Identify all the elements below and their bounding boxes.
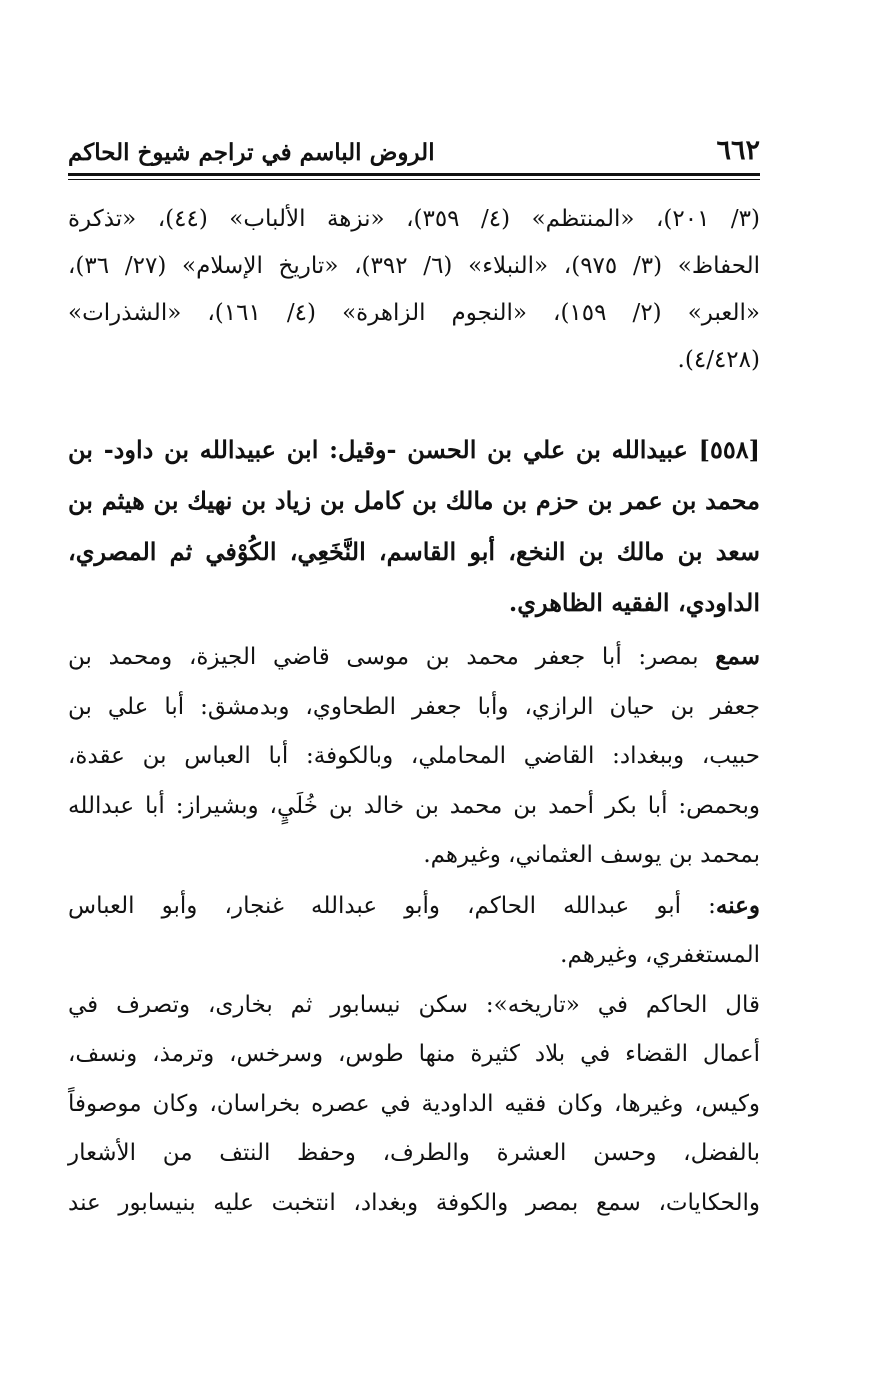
body-line: والحكايات، سمع بمصر والكوفة وبغداد، انتخبت عليه بنيسابور عند — [68, 1189, 760, 1216]
body-line: أعمال القضاء في بلاد كثيرة منها طوس، وسرخس، وترمذ، ونسف، — [68, 1041, 760, 1067]
body-line: بمحمد بن يوسف العثماني، وغيرهم. — [423, 842, 760, 868]
entry-heading-line: محمد بن عمر بن حزم بن مالك بن كامل بن زياد بن نهيك بن هيثم بن — [68, 486, 760, 515]
body-line: حبيب، وببغداد: القاضي المحاملي، وبالكوفة: أبا العباس بن عقدة، — [68, 743, 760, 769]
body-line: بالفضل، وحسن العشرة والطرف، وحفظ النتف من الأشعار — [68, 1140, 760, 1166]
running-title: الروض الباسم في تراجم شيوخ الحاكم — [68, 139, 435, 166]
body-line: وكيس، وغيرها، وكان فقيه الداودية في عصره بخراسان، وكان موصوفاً — [68, 1090, 760, 1117]
paragraph-lead-word: سمع — [715, 643, 760, 670]
body-line: سمع بمصر: أبا جعفر محمد بن موسى قاضي الجيزة، ومحمد بن — [68, 643, 760, 670]
entry-heading — [68, 424, 760, 628]
header-rule-thick — [68, 173, 760, 176]
body-line: وعنه: أبو عبدالله الحاكم، وأبو عبدالله غنجار، وأبو العباس — [68, 891, 760, 919]
reference-line: «العبر» (٢/ ١٥٩)، «النجوم الزاهرة» (٤/ ١٦١)، «الشذرات» — [68, 300, 760, 326]
paragraph-lead-word: وعنه — [715, 891, 760, 919]
entry-heading-line: [٥٥٨] عبيدالله بن علي بن الحسن -وقيل: ابن عبيدالله بن داود- بن — [68, 435, 760, 464]
entry-body — [68, 632, 760, 1228]
paragraph-teachers — [68, 632, 760, 881]
body-line: وبحمص: أبا بكر أحمد بن محمد بن خالد بن خُلَيٍ، وبشيراز: أبا عبدالله — [68, 792, 760, 819]
reference-line: (٣/ ٢٠١)، «المنتظم» (٤/ ٣٥٩)، «نزهة الألباب» (٤٤)، «تذكرة — [68, 206, 760, 232]
reference-line: الحفاظ» (٣/ ٩٧٥)، «النبلاء» (٦/ ٣٩٢)، «تاريخ الإسلام» (٢٧/ ٣٦)، — [68, 253, 761, 279]
paragraph-students — [68, 881, 760, 981]
body-line: المستغفري، وغيرهم. — [560, 942, 760, 968]
entry-heading-line: سعد بن مالك بن النخع، أبو القاسم، النَّخَعِي، الكُوْفي ثم المصري، — [68, 537, 760, 566]
reference-line: (٤/٤٢٨). — [677, 347, 760, 373]
body-line: جعفر بن حيان الرازي، وأبا جعفر الطحاوي، وبدمشق: أبا علي بن — [68, 693, 760, 720]
running-head — [68, 135, 760, 171]
page-number: ٦٦٢ — [716, 135, 760, 166]
source-references — [68, 196, 760, 384]
paragraph-biography — [68, 981, 760, 1229]
body-line: قال الحاكم في «تاريخه»: سكن نيسابور ثم بخارى، وتصرف في — [68, 991, 760, 1018]
header-rule-thin — [68, 179, 760, 180]
entry-heading-line: الداودي، الفقيه الظاهري. — [508, 588, 760, 617]
